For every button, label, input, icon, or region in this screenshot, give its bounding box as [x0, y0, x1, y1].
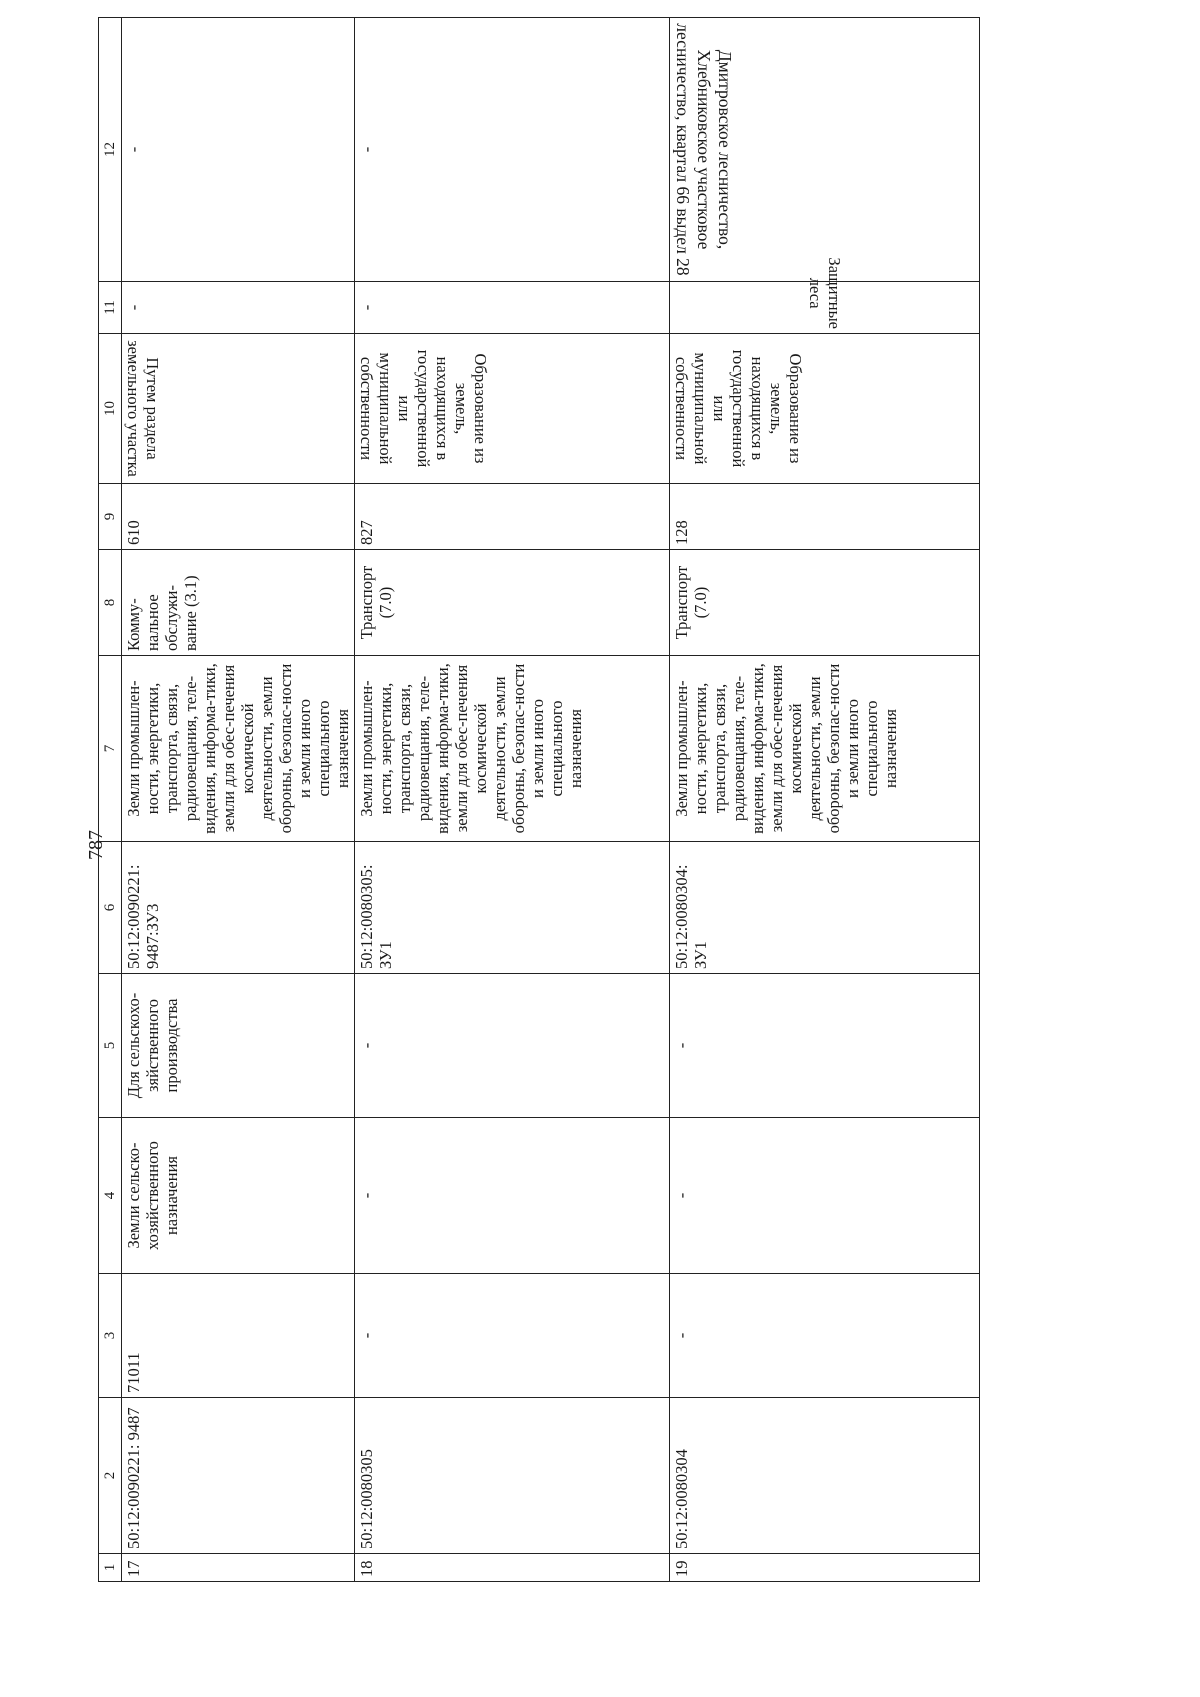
table-row — [355, 18, 670, 1582]
header-row — [99, 18, 122, 1582]
land-plots-table — [98, 17, 980, 1582]
new-category-cell: Земли промышлен-ности, энергетики, транспорта, связи, радиовещания, теле-видения, информа-тики, земли для обес-печения космической деятельности, земли обороны, безопас-ности и земли иного специального назначения — [670, 656, 980, 842]
category-cell: - — [355, 1118, 670, 1274]
new-cadastral-cell: 50:12:0080304: ЗУ1 — [670, 842, 980, 974]
cadastral-block-cell: 50:12:0080305 — [355, 1398, 670, 1554]
header-cell: 10 — [99, 334, 122, 484]
page-number: 787 — [85, 830, 107, 860]
rotated-table-container — [98, 18, 980, 1582]
row-number: 19 — [670, 1554, 980, 1582]
header-cell: 2 — [99, 1398, 122, 1554]
new-use-cell: Транспорт (7.0) — [670, 550, 980, 656]
area-cell: 610 — [122, 484, 355, 550]
formation-text: Путем раздела земельного участка — [124, 340, 162, 477]
code-cell: - — [355, 1274, 670, 1398]
formation-cell — [355, 334, 670, 484]
new-use-cell: Комму-нальное обслужи-вание (3.1) — [122, 550, 355, 656]
formation-text: Образование из земель, находящихся в государственной или муниципальной собственности — [357, 349, 490, 468]
formation-text: Образование из земель, находящихся в государственной или муниципальной собственности — [672, 349, 805, 468]
category-cell: Земли сельско-хозяйственного назначения — [122, 1118, 355, 1274]
permitted-use-cell: - — [670, 974, 980, 1118]
forest-location-text: Дмитровское лесничество, Хлебниковское участковое лесничество, квартал 66 выдел 28 — [673, 23, 735, 276]
forest-location-cell — [670, 18, 980, 282]
formation-cell — [670, 334, 980, 484]
new-cadastral-cell: 50:12:0090221: 9487:ЗУ3 — [122, 842, 355, 974]
header-cell: 3 — [99, 1274, 122, 1398]
forest-category-cell: - — [122, 282, 355, 334]
header-cell: 4 — [99, 1118, 122, 1274]
forest-category-cell — [670, 257, 980, 334]
code-cell: - — [670, 1274, 980, 1398]
permitted-use-cell: Для сельскохо-зяйственного производства — [122, 974, 355, 1118]
forest-location-cell: - — [122, 18, 355, 282]
header-cell: 6 — [99, 842, 122, 974]
code-cell: 71011 — [122, 1274, 355, 1398]
header-cell: 5 — [99, 974, 122, 1118]
category-cell: - — [670, 1118, 980, 1274]
header-cell: 8 — [99, 550, 122, 656]
permitted-use-cell: - — [355, 974, 670, 1118]
new-cadastral-cell: 50:12:0080305: ЗУ1 — [355, 842, 670, 974]
header-cell: 7 — [99, 656, 122, 842]
formation-cell — [122, 334, 355, 484]
new-category-cell: Земли промышлен-ности, энергетики, транспорта, связи, радиовещания, теле-видения, информа-тики, земли для обес-печения космической деятельности, земли обороны, безопас-ности и земли иного специального назначения — [355, 656, 670, 842]
area-cell: 128 — [670, 484, 980, 550]
header-cell: 1 — [99, 1554, 122, 1582]
cadastral-block-cell: 50:12:0090221: 9487 — [122, 1398, 355, 1554]
forest-category-cell: - — [355, 282, 670, 334]
forest-location-cell: - — [355, 18, 670, 282]
new-use-cell: Транспорт (7.0) — [355, 550, 670, 656]
area-cell: 827 — [355, 484, 670, 550]
table-row — [122, 18, 355, 1582]
row-number: 18 — [355, 1554, 670, 1582]
table-row — [670, 18, 980, 1582]
new-category-cell: Земли промышлен-ности, энергетики, транспорта, связи, радиовещания, теле-видения, информа-тики, земли для обес-печения космической деятельности, земли обороны, безопас-ности и земли иного специального назначения — [122, 656, 355, 842]
header-cell: 12 — [99, 18, 122, 282]
header-cell: 9 — [99, 484, 122, 550]
cadastral-block-cell: 50:12:0080304 — [670, 1398, 980, 1554]
header-cell: 11 — [99, 282, 122, 334]
forest-category-text: Защитные леса — [805, 257, 844, 329]
row-number: 17 — [122, 1554, 355, 1582]
